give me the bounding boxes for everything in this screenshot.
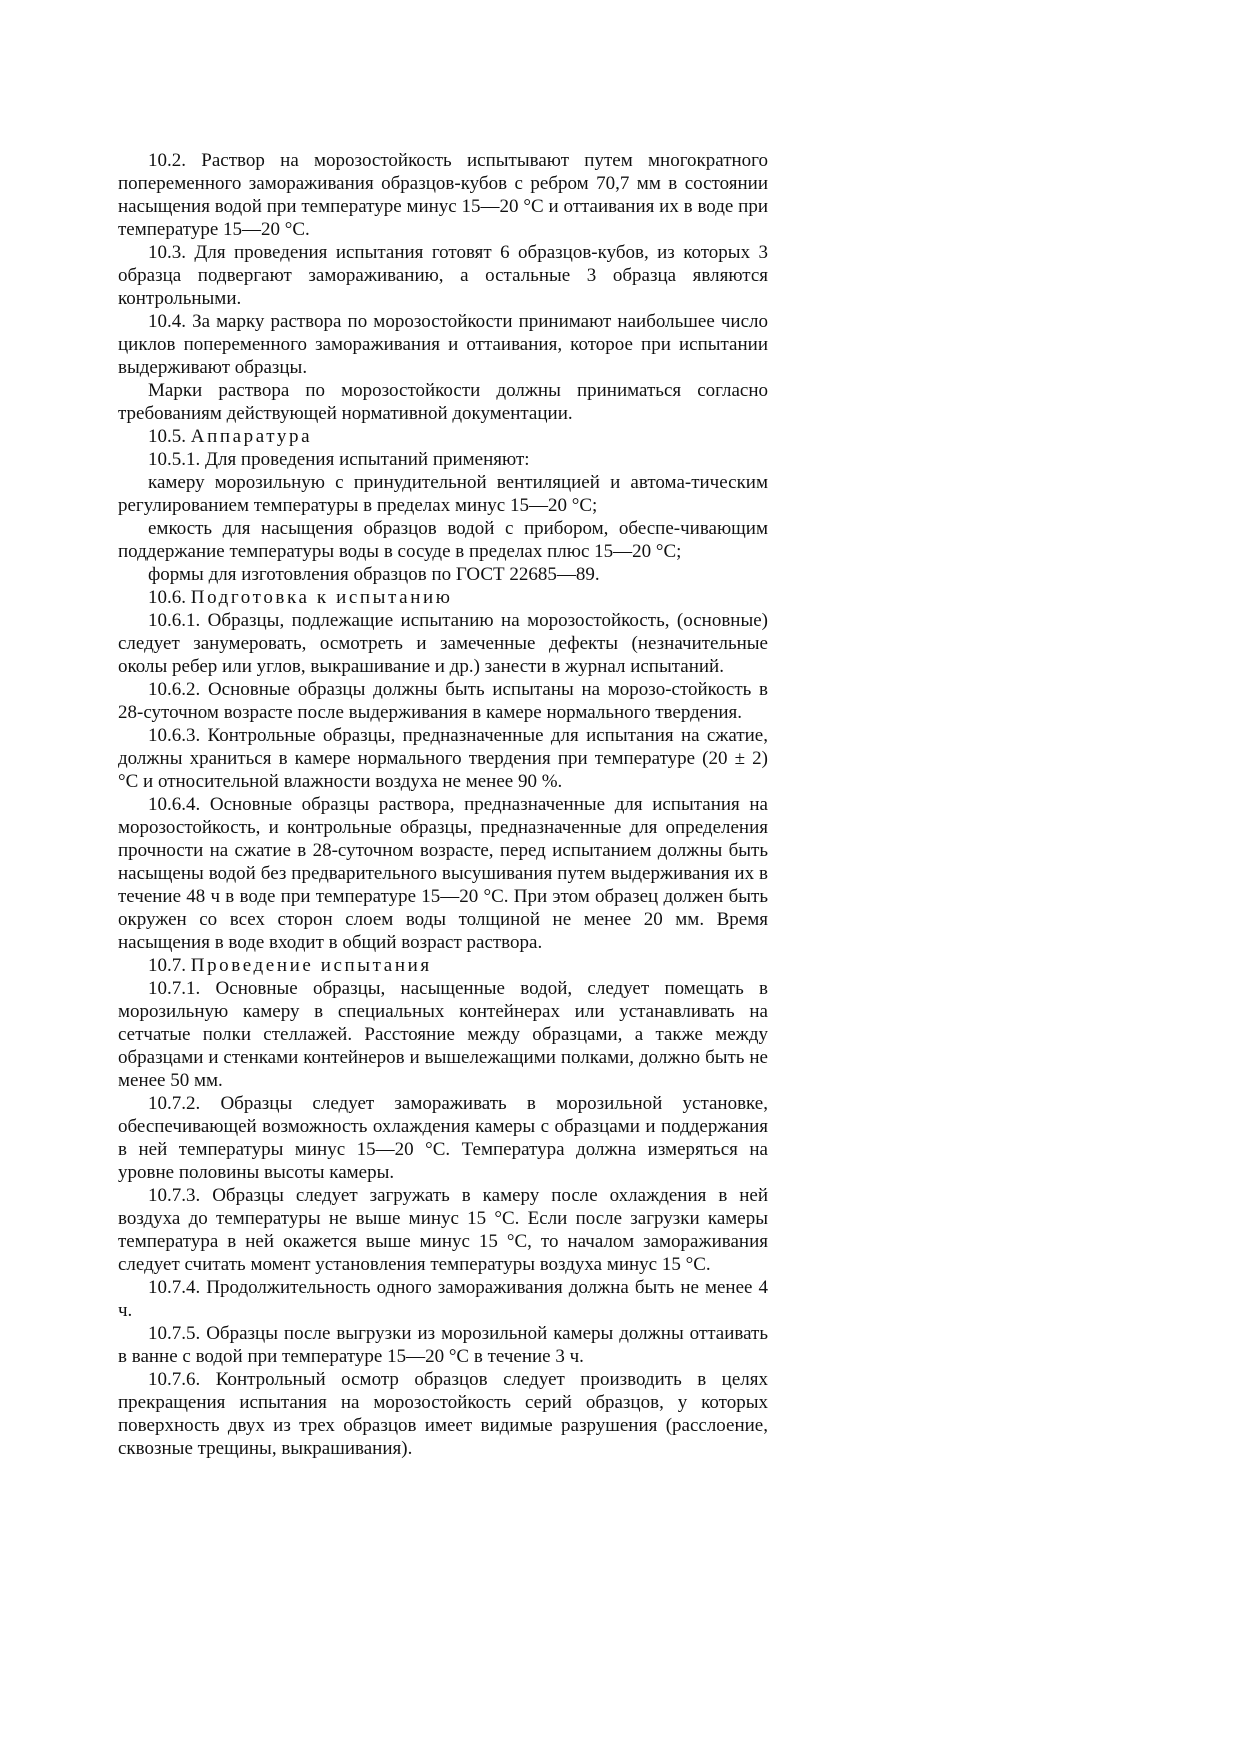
paragraph-10-6-4: 10.6.4. Основные образцы раствора, предназначенные для испытания на морозостойкость, и контрольные образцы, предназначенные для определения прочности на сжатие в 28-суточном возрасте, перед испытанием должны быть насыщены водой без предварительного высушивания путем выдерживания их в течение 48 ч в воде при температуре 15—20 °С. При этом образец должен быть окружен со всех сторон слоем воды толщиной не менее 20 мм. Время насыщения в воде входит в общий возраст раствора. <box>118 794 768 953</box>
paragraph-10-7-5: 10.7.5. Образцы после выгрузки из морозильной камеры должны оттаивать в ванне с водой при температуре 15—20 °С в течение 3 ч. <box>118 1323 768 1367</box>
section-title: Аппаратура <box>190 426 313 447</box>
section-number: 10.7. <box>148 955 186 976</box>
paragraph-10-7-4: 10.7.4. Продолжительность одного замораживания должна быть не менее 4 ч. <box>118 1277 768 1321</box>
list-item-water-tank: емкость для насыщения образцов водой с прибором, обеспе-чивающим поддержание температуры воды в сосуде в пределах плюс 15—20 °С; <box>118 518 768 562</box>
paragraph-10-4-marks: Марки раствора по морозостойкости должны приниматься согласно требованиям действующей нормативной документации. <box>118 380 768 424</box>
section-number: 10.5. <box>148 426 186 447</box>
paragraph-10-7-1: 10.7.1. Основные образцы, насыщенные водой, следует помещать в морозильную камеру в специальных контейнерах или устанавливать на сетчатые полки стеллажей. Расстояние между образцами, а также между образцами и стенками контейнеров и вышележащими полками, должно быть не менее 50 мм. <box>118 978 768 1091</box>
paragraph-10-4: 10.4. За марку раствора по морозостойкости принимают наибольшее число циклов попеременного замораживания и оттаивания, которое при испытании выдерживают образцы. <box>118 311 768 378</box>
list-item-molds: формы для изготовления образцов по ГОСТ 22685—89. <box>148 564 600 585</box>
paragraph-10-6-2: 10.6.2. Основные образцы должны быть испытаны на морозо-стойкость в 28-суточном возрасте после выдерживания в камере нормального твердения. <box>118 679 768 723</box>
paragraph-10-3: 10.3. Для проведения испытания готовят 6 образцов-кубов, из которых 3 образца подвергают замораживанию, а остальные 3 образца являются контрольными. <box>118 242 768 309</box>
section-heading-10-7 <box>118 954 768 977</box>
paragraph-10-7-6: 10.7.6. Контрольный осмотр образцов следует производить в целях прекращения испытания на морозостойкость серий образцов, у которых поверхность двух из трех образцов имеет видимые разрушения (расслоение, сквозные трещины, выкрашивания). <box>118 1369 768 1459</box>
paragraph-10-7-3: 10.7.3. Образцы следует загружать в камеру после охлаждения в ней воздуха до температуры не выше минус 15 °С. Если после загрузки камеры температура в ней окажется выше минус 15 °С, то началом замораживания следует считать момент установления температуры воздуха минус 15 °С. <box>118 1185 768 1275</box>
paragraph-10-2: 10.2. Раствор на морозостойкость испытывают путем многократного попеременного замораживания образцов-кубов с ребром 70,7 мм в состоянии насыщения водой при температуре минус 15—20 °С и оттаивания их в воде при температуре 15—20 °С. <box>118 150 768 240</box>
section-heading-10-6 <box>118 586 768 609</box>
paragraph-10-5-1: 10.5.1. Для проведения испытаний применяют: <box>148 449 530 470</box>
list-item-freezer: камеру морозильную с принудительной вентиляцией и автома-тическим регулированием температуры в пределах минус 15—20 °С; <box>118 472 768 516</box>
section-title: Подготовка к испытанию <box>190 587 453 608</box>
paragraph-10-6-1: 10.6.1. Образцы, подлежащие испытанию на морозостойкость, (основные) следует занумеровать, осмотреть и замеченные дефекты (незначительные околы ребер или углов, выкрашивание и др.) занести в журнал испытаний. <box>118 610 768 677</box>
paragraph-10-6-3: 10.6.3. Контрольные образцы, предназначенные для испытания на сжатие, должны храниться в камере нормального твердения при температуре (20 ± 2) °С и относительной влажности воздуха не менее 90 %. <box>118 725 768 792</box>
paragraph-10-7-2: 10.7.2. Образцы следует замораживать в морозильной установке, обеспечивающей возможность охлаждения камеры с образцами и поддержания в ней температуры минус 15—20 °С. Температура должна измеряться на уровне половины высоты камеры. <box>118 1093 768 1183</box>
section-heading-10-5 <box>118 425 768 448</box>
section-number: 10.6. <box>148 587 186 608</box>
section-title: Проведение испытания <box>190 955 432 976</box>
document-body <box>118 149 768 1460</box>
